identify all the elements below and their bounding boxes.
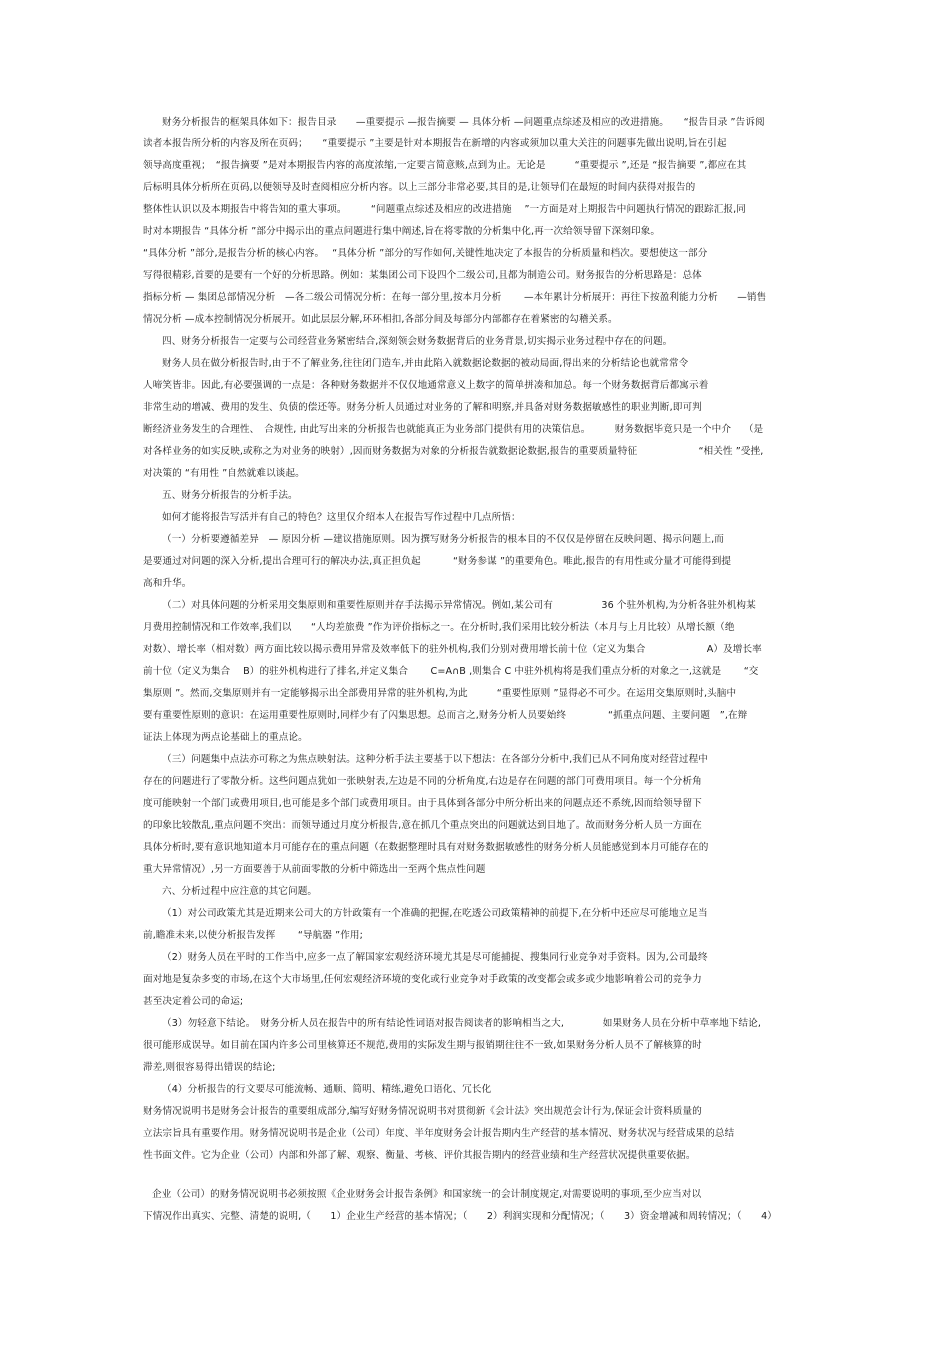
text-line: 时对本期报告 “具体分析 ”部分中揭示出的重点问题进行集中阐述,旨在将零散的分析集中化,再一次给领导留下深刻印象。 xyxy=(143,226,661,237)
text-line: 要有重要性原则的意识：在运用重要性原则时,同样少有了闪集思想。总而言之,财务分析人员要始终 “抓重点问题、主要问题 ”,在辩 xyxy=(143,710,748,721)
text-line: （1）对公司政策尤其是近期来公司大的方针政策有一个准确的把握,在吃透公司政策精神的前提下,在分析中还应尽可能地立足当 xyxy=(162,908,708,919)
text-line: 具体分析时,要有意识地知道本月可能存在的重点问题（在数据整理时具有对财务数据敏感性的财务分析人员能感觉到本月可能存在的 xyxy=(143,842,709,853)
text-line: 重大异常情况）,另一方面要善于从前面零散的分析中筛选出一至两个焦点性问题 xyxy=(143,864,486,875)
text-line: 人啼笑皆非。因此,有必要强调的一点是：各种财务数据并不仅仅地通常意义上数字的简单拼凑和加总。每一个财务数据背后都寓示着 xyxy=(143,380,709,391)
text-line: （4）分析报告的行文要尽可能流畅、通顺、简明、精练,避免口语化、冗长化 xyxy=(162,1084,492,1095)
text-line: 甚至决定着公司的命运; xyxy=(143,996,244,1007)
text-line: 下情况作出真实、完整、清楚的说明,（ 1）企业生产经营的基本情况；（ 2）利润实现和分配情况；（ 3）资金增减和周转情况；（ 4） xyxy=(143,1211,777,1222)
text-line: 是要通过对问题的深入分析,提出合理可行的解决办法,真正担负起 “财务参谋 ”的重要角色。唯此,报告的有用性或分量才可能得到提 xyxy=(143,556,732,567)
text-line: 度可能映射一个部门或费用项目,也可能是多个部门或费用项目。由于具体到各部分中所分析出来的问题点还不系统,因而给领导留下 xyxy=(143,798,702,809)
text-line: 存在的问题进行了零散分析。这些问题点犹如一张映射表,左边是不同的分析角度,右边是存在问题的部门可费用项目。每一个分析角 xyxy=(143,776,702,787)
text-line: 月费用控制情况和工作效率,我们以 “人均差旅费 ”作为评价指标之一。在分析时,我们采用比较分析法（本月与上月比较）从增长额（绝 xyxy=(143,622,735,633)
text-line: 财务人员在做分析报告时,由于不了解业务,往往闭门造车,并由此陷入就数据论数据的被动局面,得出来的分析结论也就常常令 xyxy=(162,358,689,369)
text-line: 前,瞻准未来,以使分析报告发挥 “导航器 ”作用; xyxy=(143,930,363,941)
text-line: 对数）、增长率（相对数）两方面比较以揭示费用异常及效率低下的驻外机构,我们分别对费用增长前十位（定义为集合 A）及增长率 xyxy=(143,644,762,655)
text-line: 企业（公司）的财务情况说明书必须按照《企业财务会计报告条例》和国家统一的会计制度规定,对需要说明的事项,至少应当对以 xyxy=(152,1189,702,1200)
text-line: （一）分析要遵循差异 — 原因分析 —建议措施原则。因为撰写财务分析报告的根本目的不仅仅是停留在反映问题、揭示问题上,而 xyxy=(162,534,724,545)
text-line: 对决策的 “有用性 ”自然就难以谈起。 xyxy=(143,468,305,479)
text-line: （2）财务人员在平时的工作当中,应多一点了解国家宏观经济环境尤其是尽可能捕捉、搜集同行业竞争对手资料。因为,公司最终 xyxy=(162,952,708,963)
text-line: 断经济业务发生的合理性、 合规性, 由此写出来的分析报告也就能真正为业务部门提供有用的决策信息。 财务数据毕竟只是一个中介 （是 xyxy=(143,424,764,435)
text-line: 对各样业务的如实反映,或称之为对业务的映射）,因而财务数据为对象的分析报告就数据论数据,报告的重要质量特征 “相关性 ”受挫, xyxy=(143,446,764,457)
text-line: 高和升华。 xyxy=(143,578,192,589)
text-line: 后标明具体分析所在页码,以便领导及时查阅相应分析内容。以上三部分非常必要,其目的是,让领导们在最短的时间内获得对报告的 xyxy=(143,182,696,193)
text-line: 五、财务分析报告的分析手法。 xyxy=(162,490,298,501)
text-line: 写得很精彩,首要的是要有一个好的分析思路。例如：某集团公司下设四个二级公司,且都为制造公司。财务报告的分析思路是：总体 xyxy=(143,270,702,281)
text-line: 面对地是复杂多变的市场,在这个大市场里,任何宏观经济环境的变化或行业竞争对手政策的改变都会或多或少地影响着公司的竞争力 xyxy=(143,974,702,985)
text-line: 财务分析报告的框架具体如下：报告目录 —重要提示 —报告摘要 — 具体分析 —问题重点综述及相应的改进措施。 “报告目录 ”告诉阅 xyxy=(162,117,765,128)
text-line: 如何才能将报告写活并有自己的特色？这里仅介绍本人在报告写作过程中几点所悟： xyxy=(162,512,521,523)
text-line: 立法宗旨具有重要作用。财务情况说明书是企业（公司）年度、半年度财务会计报告期内生产经营的基本情况、财务状况与经营成果的总结 xyxy=(143,1128,735,1139)
text-line: 领导高度重视； “报告摘要 ”是对本期报告内容的高度浓缩,一定要言简意赅,点到为止。无论是 “重要提示 ”,还是 “报告摘要 ”,都应在其 xyxy=(143,160,747,171)
text-line: 的印象比较散乱,重点问题不突出：而领导通过月度分析报告,意在抓几个重点突出的问题就达到目地了。故而财务分析人员一方面在 xyxy=(143,820,702,831)
text-line: 情况分析 —成本控制情况分析展开。如此层层分解,环环相扣,各部分间及每部分内部都存在着紧密的勾稽关系。 xyxy=(143,314,618,325)
text-line: 性书面文件。它为企业（公司）内部和外部了解、观察、衡量、考核、评价其报告期内的经营业绩和生产经营状况提供重要依据。 xyxy=(143,1150,696,1161)
text-line: 前十位（定义为集合 B）的驻外机构进行了排名,并定义集合 C=A∩B ,则集合 C 中驻外机构将是我们重点分析的对象之一,这就是 “交 xyxy=(143,666,759,677)
text-line: 很可能形成误导。如目前在国内许多公司里核算还不规范,费用的实际发生期与报销期往往不一致,如果财务分析人员不了解核算的时 xyxy=(143,1040,702,1051)
text-line: 读者本报告所分析的内容及所在页码； “重要提示 ”主要是针对本期报告在新增的内容或须加以重大关注的问题事先做出说明,旨在引起 xyxy=(143,138,727,149)
text-line: 非常生动的增减、费用的发生、负债的偿还等。财务分析人员通过对业务的了解和明察,并具备对财务数据敏感性的职业判断,即可判 xyxy=(143,402,702,413)
text-line: 证法上体现为两点论基础上的重点论。 xyxy=(143,732,308,743)
text-line: 指标分析 — 集团总部情况分析 —各二级公司情况分析：在每一部分里,按本月分析 —本年累计分析展开：再往下按盈利能力分析 —销售 xyxy=(143,292,767,303)
text-line: “具体分析 ”部分,是报告分析的核心内容。 “具体分析 ”部分的写作如何,关键性地决定了本报告的分析质量和档次。要想使这一部分 xyxy=(143,248,708,259)
text-line: （二）对具体问题的分析采用交集原则和重要性原则并存手法揭示异常情况。例如,某公司有 36 个驻外机构,为分析各驻外机构某 xyxy=(162,600,756,611)
text-line: 集原则 ”。然而,交集原则并有一定能够揭示出全部费用异常的驻外机构,为此 “重要性原则 ”显得必不可少。在运用交集原则时,头脑中 xyxy=(143,688,737,699)
text-line: 财务情况说明书是财务会计报告的重要组成部分,编写好财务情况说明书对贯彻新《会计法》突出规范会计行为,保证会计资料质量的 xyxy=(143,1106,702,1117)
text-line: （三）问题集中点法亦可称之为焦点映射法。这种分析手法主要基于以下想法：在各部分分析中,我们已从不同角度对经营过程中 xyxy=(162,754,708,765)
text-line: 整体性认识以及本期报告中将告知的重大事项。 “问题重点综述及相应的改进措施 ”一方面是对上期报告中问题执行情况的跟踪汇报,同 xyxy=(143,204,746,215)
text-line: 四、财务分析报告一定要与公司经营业务紧密结合,深刻领会财务数据背后的业务背景,切实揭示业务过程中存在的问题。 xyxy=(162,336,673,347)
text-line: 滞差,则很容易得出错误的结论; xyxy=(143,1062,276,1073)
text-line: （3）勿轻意下结论。 财务分析人员在报告中的所有结论性词语对报告阅读者的影响相当之大, 如果财务人员在分析中草率地下结论, xyxy=(162,1018,762,1029)
text-line: 六、分析过程中应注意的其它问题。 xyxy=(162,886,318,897)
